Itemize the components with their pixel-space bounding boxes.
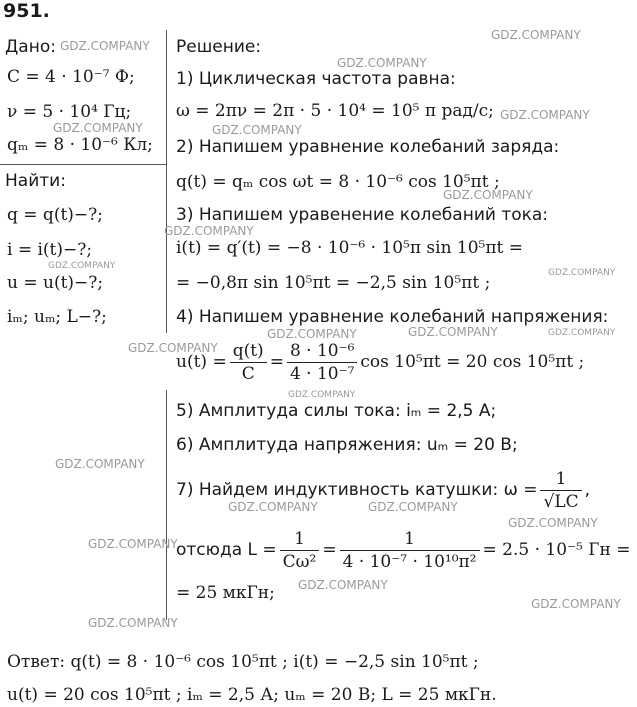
given-label: Дано:	[5, 37, 56, 57]
find-charge: q = q(t)−?;	[7, 205, 103, 225]
given-charge-amplitude: qₘ = 8 · 10⁻⁶ Кл;	[7, 135, 153, 155]
inductance-equals: =	[322, 540, 337, 560]
step-4-fraction-1	[230, 341, 267, 384]
find-amplitudes-inductance: iₘ; uₘ; L−?;	[7, 307, 107, 327]
watermark: GDZ.COMPANY	[60, 39, 150, 53]
given-capacitance: C = 4 · 10⁻⁷ Ф;	[7, 67, 135, 87]
step-4-fraction-1-numerator: q(t)	[230, 341, 267, 363]
step-4-equals: =	[269, 352, 284, 372]
given-divider	[0, 164, 166, 165]
watermark: GDZ.COMPANY	[228, 500, 318, 514]
watermark: GDZ.COMPANY	[288, 390, 356, 400]
step-7-fraction-numerator: 1	[540, 469, 581, 491]
watermark: GDZ.COMPANY	[267, 327, 357, 341]
given-frequency: ν = 5 · 10⁴ Гц;	[7, 102, 132, 122]
step-6: 6) Амплитуда напряжения: uₘ = 20 В;	[176, 435, 518, 455]
watermark: GDZ.COMPANY	[48, 261, 116, 271]
inductance-fraction-1-denominator: Cω²	[282, 551, 317, 572]
column-divider-upper	[166, 30, 167, 333]
step-3-formula-a: i(t) = q′(t) = −8 · 10⁻⁶ · 10⁵π sin 10⁵πt =	[176, 238, 524, 258]
watermark: GDZ.COMPANY	[88, 537, 178, 551]
inductance-rhs: = 2.5 · 10⁻⁵ Гн =	[482, 540, 631, 560]
watermark: GDZ.COMPANY	[548, 328, 616, 338]
watermark: GDZ.COMPANY	[408, 325, 498, 339]
find-current: i = i(t)−?;	[7, 240, 93, 260]
step-1: 1) Циклическая частота равна:	[176, 69, 456, 89]
step-4-fraction-2	[287, 341, 357, 384]
step-7-fraction	[540, 469, 581, 512]
watermark: GDZ.COMPANY	[531, 597, 621, 611]
step-4-rhs: cos 10⁵πt = 20 cos 10⁵πt ;	[360, 352, 585, 372]
inductance-fraction-2-denominator: 4 · 10⁻⁷ · 10¹⁰π²	[342, 551, 477, 572]
step-3-formula-b: = −0,8π sin 10⁵πt = −2,5 sin 10⁵πt ;	[176, 273, 491, 293]
step-4-fraction-2-denominator: 4 · 10⁻⁷	[289, 363, 355, 384]
inductance-fraction-1	[280, 529, 320, 572]
watermark: GDZ.COMPANY	[368, 500, 458, 514]
watermark: GDZ.COMPANY	[443, 188, 533, 202]
watermark: GDZ.COMPANY	[548, 268, 616, 278]
watermark: GDZ.COMPANY	[491, 28, 581, 42]
step-4-fraction-1-denominator: C	[241, 363, 255, 384]
inductance-fraction-1-numerator: 1	[280, 529, 320, 551]
inductance-result: = 25 мкГн;	[176, 583, 275, 603]
column-divider-lower	[166, 390, 167, 620]
watermark: GDZ.COMPANY	[128, 341, 218, 355]
step-4-fraction-2-numerator: 8 · 10⁻⁶	[287, 341, 357, 363]
step-1-formula: ω = 2πν = 2π · 5 · 10⁴ = 10⁵ π рад/с;	[176, 101, 494, 121]
watermark: GDZ.COMPANY	[337, 56, 427, 70]
step-7-fraction-denominator: √LC	[543, 491, 579, 512]
solution-label: Решение:	[176, 37, 262, 57]
step-3: 3) Напишем уравенение колебаний тока:	[176, 205, 549, 225]
step-2-formula: q(t) = qₘ cos ωt = 8 · 10⁻⁶ cos 10⁵πt ;	[176, 172, 500, 192]
step-4: 4) Напишем уравнение колебаний напряжения:	[176, 307, 609, 327]
step-7-text: 7) Найдем индуктивность катушки: ω =	[176, 480, 538, 500]
watermark: GDZ.COMPANY	[298, 578, 388, 592]
step-4-formula	[176, 337, 584, 387]
watermark: GDZ.COMPANY	[212, 123, 302, 137]
step-2: 2) Напишем уравнение колебаний заряда:	[176, 137, 560, 157]
step-7-end: ,	[584, 480, 591, 500]
inductance-fraction-2	[340, 529, 480, 572]
step-5: 5) Амплитуда силы тока: iₘ = 2,5 А;	[176, 401, 497, 421]
answer-line-1: Ответ: q(t) = 8 · 10⁻⁶ cos 10⁵πt ; i(t) = −2,5 sin 10⁵πt ;	[7, 652, 479, 672]
find-label: Найти:	[5, 171, 66, 191]
inductance-formula	[176, 525, 630, 575]
watermark: GDZ.COMPANY	[508, 516, 598, 530]
watermark: GDZ.COMPANY	[88, 616, 178, 630]
watermark: GDZ.COMPANY	[53, 121, 143, 135]
inductance-fraction-2-numerator: 1	[340, 529, 480, 551]
answer-line-2: u(t) = 20 cos 10⁵πt ; iₘ = 2,5 А; uₘ = 20 В; L = 25 мкГн.	[7, 685, 497, 705]
problem-number: 951.	[3, 0, 50, 22]
watermark: GDZ.COMPANY	[164, 224, 254, 238]
find-voltage: u = u(t)−?;	[7, 273, 104, 293]
watermark: GDZ.COMPANY	[55, 457, 145, 471]
step-4-lhs: u(t) =	[176, 352, 227, 372]
watermark: GDZ.COMPANY	[500, 108, 590, 122]
inductance-lhs: отсюда L =	[176, 540, 277, 560]
